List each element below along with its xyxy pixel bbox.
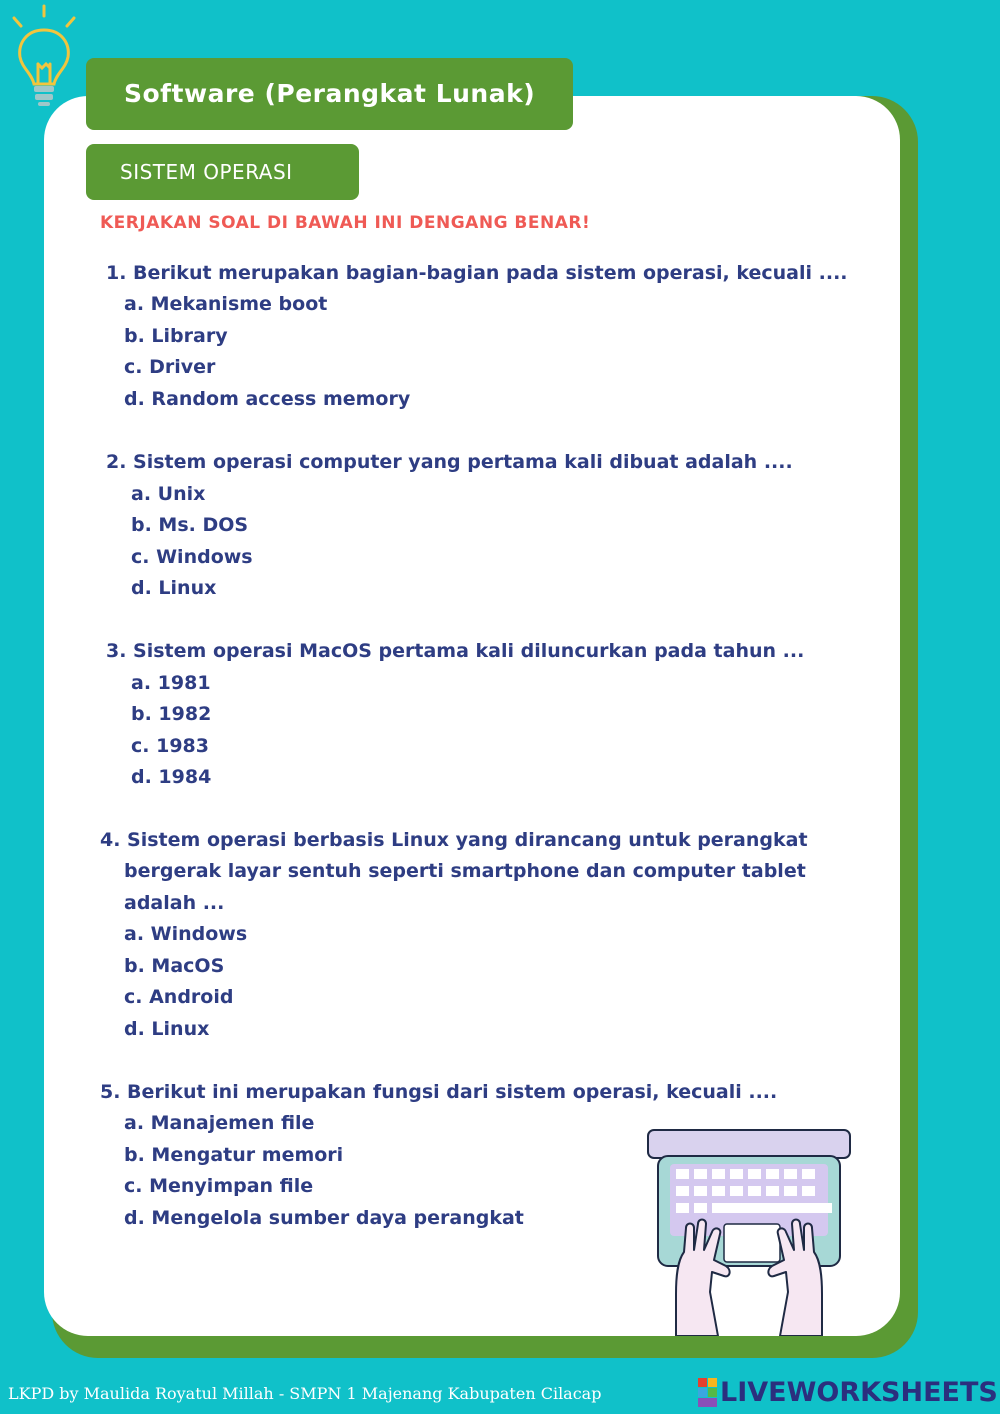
- question-5-option-c[interactable]: c. Menyimpan file: [124, 1175, 314, 1197]
- instruction-text: KERJAKAN SOAL DI BAWAH INI DENGANG BENAR!: [100, 213, 591, 233]
- question-3-option-c[interactable]: c. 1983: [131, 735, 209, 757]
- laptop-typing-illustration: [640, 1124, 860, 1336]
- question-4-text-line-1: 4. Sistem operasi berbasis Linux yang dirancang untuk perangkat: [100, 829, 808, 851]
- question-5-option-a[interactable]: a. Manajemen file: [124, 1112, 315, 1134]
- question-1-option-d[interactable]: d. Random access memory: [124, 388, 411, 410]
- question-1-text: 1. Berikut merupakan bagian-bagian pada sistem operasi, kecuali ....: [106, 262, 848, 284]
- question-3-text: 3. Sistem operasi MacOS pertama kali diluncurkan pada tahun ...: [106, 640, 805, 662]
- question-1-option-a[interactable]: a. Mekanisme boot: [124, 293, 328, 315]
- question-4-option-d[interactable]: d. Linux: [124, 1018, 210, 1040]
- section-title: SISTEM OPERASI: [86, 144, 359, 200]
- liveworksheets-brand[interactable]: LIVEWORKSHEETS: [720, 1377, 998, 1408]
- question-4-option-b[interactable]: b. MacOS: [124, 955, 225, 977]
- question-1-option-c[interactable]: c. Driver: [124, 356, 216, 378]
- page-title: Software (Perangkat Lunak): [86, 58, 573, 130]
- liveworksheets-logo-icon: [697, 1378, 719, 1408]
- question-2-text: 2. Sistem operasi computer yang pertama kali dibuat adalah ....: [106, 451, 793, 473]
- question-5-option-d[interactable]: d. Mengelola sumber daya perangkat: [124, 1207, 524, 1229]
- question-2-option-b[interactable]: b. Ms. DOS: [131, 514, 249, 536]
- question-3-option-a[interactable]: a. 1981: [131, 672, 211, 694]
- question-5-option-b[interactable]: b. Mengatur memori: [124, 1144, 344, 1166]
- question-4-text-line-2: bergerak layar sentuh seperti smartphone dan computer tablet: [124, 860, 806, 882]
- question-3-option-d[interactable]: d. 1984: [131, 766, 212, 788]
- question-4-option-c[interactable]: c. Android: [124, 986, 234, 1008]
- footer-credit: LKPD by Maulida Royatul Millah - SMPN 1 Majenang Kabupaten Cilacap: [8, 1384, 602, 1403]
- question-3-option-b[interactable]: b. 1982: [131, 703, 212, 725]
- question-5-text: 5. Berikut ini merupakan fungsi dari sistem operasi, kecuali ....: [100, 1081, 778, 1103]
- question-2-option-d[interactable]: d. Linux: [131, 577, 217, 599]
- light-bulb-icon: [4, 2, 84, 108]
- question-4-option-a[interactable]: a. Windows: [124, 923, 248, 945]
- question-1-option-b[interactable]: b. Library: [124, 325, 228, 347]
- question-4-text-line-3: adalah ...: [124, 892, 225, 914]
- question-2-option-a[interactable]: a. Unix: [131, 483, 206, 505]
- question-2-option-c[interactable]: c. Windows: [131, 546, 253, 568]
